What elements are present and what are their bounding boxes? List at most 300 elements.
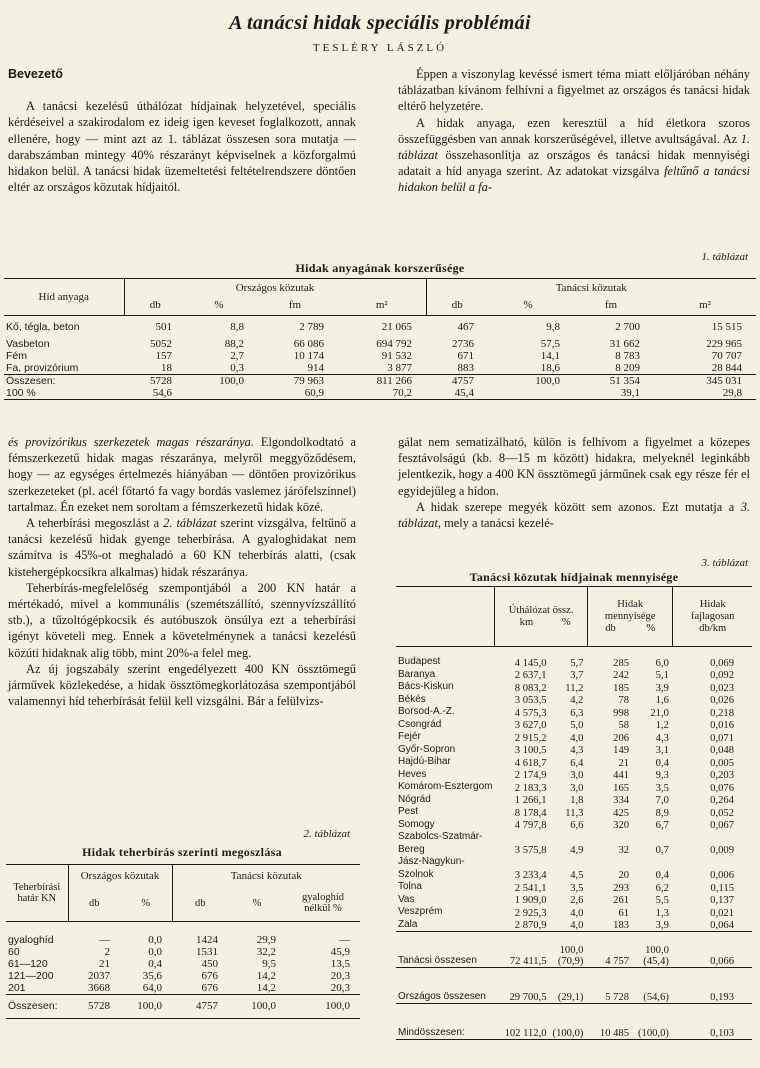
table-1-subheader: % xyxy=(523,299,533,312)
table-3-cell: 2 637,1 xyxy=(514,670,547,681)
table-3-row-label: Somogy xyxy=(398,818,435,830)
table-1-row-label: 100 % xyxy=(6,386,36,399)
table-3-cell: 334 xyxy=(613,795,630,806)
table-1-subheader: db xyxy=(426,296,488,316)
table-3-cell: 4,2 xyxy=(570,695,584,706)
table-3-cell: 8 083,2 xyxy=(514,682,547,694)
table-3-cell: 183 xyxy=(613,920,630,931)
table-1-cell: 66 086 xyxy=(293,337,324,350)
table-3-cell: 3 053,5 xyxy=(514,695,547,706)
table-1-cell: 18,6 xyxy=(540,361,560,374)
table-3-row-label: Borsod-A.-Z. xyxy=(398,706,455,717)
table-1-col-header: Híd anyaga xyxy=(4,279,124,316)
table-1-cell xyxy=(488,387,568,400)
table-3-cell: 0,023 xyxy=(710,682,734,694)
table-1-subheader: db xyxy=(124,296,186,316)
table-3-row-label: Nógrád xyxy=(398,793,431,805)
text-run: szerint vizsgálva, feltűnő a tanácsi kezelésű hidak gyenge teherbírása. A gyaloghidakat nem számítva is 45%-ot meghaladó a 60 KN teherbírás alatti, (csak kistehergépkocsikra alkalmas) hidak részaránya. xyxy=(8,516,356,579)
table-3-cell: 1 266,1 xyxy=(514,795,547,806)
table-3-cell: 29 700,5 xyxy=(509,992,547,1003)
table-3-cell: 4 575,3 xyxy=(514,707,547,719)
table-3-cell: 100,0 (45,4) xyxy=(643,945,669,967)
table-3-cell: 5,0 xyxy=(570,720,584,731)
table-3-cell: 998 xyxy=(613,707,630,719)
table-3-label-header xyxy=(396,587,495,647)
table-1-cell: 9,8 xyxy=(546,320,560,333)
text-run: A hidak anyaga, ezen keresztül a híd életkora szoros összefüggésben van annak korszerűségével, illetve avultságával. Az xyxy=(398,115,750,146)
table-3-cell: 72 411,5 xyxy=(509,956,547,967)
intro-right-paragraph-2 xyxy=(398,115,750,196)
body-paragraph xyxy=(8,515,356,580)
table-3-cell: 0,137 xyxy=(710,895,734,906)
body-paragraph: Teherbírás-megfelelőség szempontjából a 200 KN határ a mértékadó, mivel a kommunális (szemétszállító, szennyvízszállító stb.), a tűzoltógépkocsik és autóbuszok önsúlya ezt a teherbírási igényt követeli meg. Ennek a követelménynek a tanácsi kezelésű közúti hidaknak alig több, mint 20%-a felel meg. xyxy=(8,580,356,660)
body-paragraph: Az új jogszabály szerint engedélyezett 400 KN össztömegű járművek közlekedése, a hidak össztömegkorlátozása szempontjából valamennyi híd teherbírását felül kell vizsgálni. Bár a felülvizs- xyxy=(8,661,356,709)
table-1-cell: 2 700 xyxy=(615,320,640,333)
table-3-cell: 0,005 xyxy=(710,757,734,769)
table-3-cell: 9,3 xyxy=(655,770,669,781)
intro-paragraph: A tanácsi kezelésű úthálózat hídjainak helyzetével, speciális kérdéseivel a szakirodalom ez ideig igen keveset foglalkozott, annak ellenére, hogy — mint azt az 1. táblázat összesen sora mutatja — darabszámban mintegy 40% részarányt képviselnek a közforgalmú hidakon belül. A tanácsi hidak üzemeltetési feltételrendszere döntően eltér az országos közutak hídjaitól. xyxy=(8,99,356,195)
table-3-cell: 0,009 xyxy=(710,845,734,856)
text-run: összehasonlítja az országos és tanácsi hidak mennyiségi adatait a híd anyaga szerint. Az adatokat vizsgálva xyxy=(398,148,750,179)
table-3-row xyxy=(396,894,752,907)
table-1-cell: 2 789 xyxy=(299,320,324,333)
table-3-row xyxy=(396,769,752,782)
table-3-cell: 5,7 xyxy=(570,657,584,669)
table-1-cell: 883 xyxy=(457,361,474,374)
table-3-cell: 8 178,4 xyxy=(514,807,547,819)
table-1-cell: 671 xyxy=(457,349,474,362)
table-3-cell: 3,0 xyxy=(570,782,584,794)
table-1-row-label: Fém xyxy=(6,349,27,362)
text-run: A teherbírási megoszlást a xyxy=(26,516,164,531)
table-3-row-label: Pest xyxy=(398,806,419,817)
table-3-cell: 4,3 xyxy=(570,745,584,756)
table-3-cell: 78 xyxy=(618,695,630,706)
table-1-cell: 2736 xyxy=(452,337,474,350)
table-2-row xyxy=(6,922,360,946)
table-3-cell: 3 100,5 xyxy=(514,745,547,756)
table-3-cell: 2,6 xyxy=(570,895,584,906)
table-3-cell: 0,048 xyxy=(710,745,734,756)
table-2-subheader: db xyxy=(68,886,120,922)
table-1-cell: 10 174 xyxy=(293,349,324,362)
table-3-cell: 6,2 xyxy=(655,882,669,894)
table-3-cell: 1 909,0 xyxy=(514,895,547,906)
table-1-cell: 21 065 xyxy=(381,320,412,333)
table-2-cell: 13,5 xyxy=(330,957,350,970)
table-3-cell: 8,9 xyxy=(655,807,669,819)
table-3-cell: 102 112,0 xyxy=(504,1028,547,1039)
table-1-cell: 28 844 xyxy=(711,361,742,374)
table-1-subheader: fm xyxy=(604,299,618,312)
table-3-cell: 4,5 xyxy=(570,870,584,881)
table-1-number: 1. táblázat xyxy=(701,251,748,263)
text-run: Elgondolkodtató a fémszerkezetű hidak magas részaránya, melyről meggyőződésem, hogy — az egységes értelmezés hiányában — döntően provizórikus szerkezeteket (pl. acél főtartó fa vagy bordás vaslemez járófelszínnel) tartalmaz. Én ezeket nem soroltam a fémszerkezetű hidak közé. xyxy=(8,435,356,514)
table-3-cell-sub: (45,4) xyxy=(643,956,669,967)
table-1-cell: 914 xyxy=(307,361,324,374)
table-3-cell: 0,066 xyxy=(710,956,734,967)
table-3-cell: 1,3 xyxy=(655,907,669,919)
table-1-subheader: fm xyxy=(288,299,302,312)
table-3-cell: 320 xyxy=(613,820,630,831)
table-3-cell: 0,264 xyxy=(710,795,734,806)
table-1-row-label: Összesen: xyxy=(6,374,56,387)
table-3-cell: 100,0 (70,9) xyxy=(557,945,584,967)
table-3-cell: 5,5 xyxy=(655,895,669,906)
table-2-cell: 0,0 xyxy=(148,945,162,958)
table-1-cell: 345 031 xyxy=(706,374,742,387)
table-3-cell: 11,2 xyxy=(565,682,584,694)
table-1-group-header: Országos közutak xyxy=(124,279,426,296)
table-3-cell: 3,5 xyxy=(655,782,669,794)
table-3-cell: 0,067 xyxy=(710,820,734,831)
table-3-cell: 3,9 xyxy=(655,682,669,694)
table-1-cell: 3 877 xyxy=(387,361,412,374)
table-3-header-units xyxy=(497,617,585,629)
table-1-cell: 14,1 xyxy=(540,349,560,362)
table-3-row-label: Hajdú-Bihar xyxy=(398,756,451,767)
table-3-cell: 293 xyxy=(613,882,630,894)
table-2-cell: 676 xyxy=(201,981,218,994)
table-2-row-label: Összesen: xyxy=(8,1000,58,1012)
table-2-cell: 2037 xyxy=(88,969,110,982)
table-3-cell: 4 145,0 xyxy=(514,657,547,669)
table-1-cell: 157 xyxy=(155,349,172,362)
table-3-cell: 21 xyxy=(618,757,630,769)
table-2-cell: 4757 xyxy=(196,1000,218,1012)
table-3-cell: 2 541,1 xyxy=(514,882,547,894)
table-3-row-label: Tolna xyxy=(398,881,422,892)
table-3-cell: 3,0 xyxy=(570,770,584,781)
table-2-group-header: Országos közutak xyxy=(68,865,172,886)
body-paragraph: gálat nem sematizálható, külön is felhívom a figyelmet a közepes fesztávolságú (kb. 8—15 m között) hidakra, melyeknél leginkább jelentkezik, hogy a 400 KN össztömegű járműnek csak egy része fér el egyidejűleg a hídon. xyxy=(398,435,750,498)
table-1-cell: 31 662 xyxy=(609,337,640,350)
table-2-cell: 1424 xyxy=(196,933,218,946)
table-1-cell: 0,3 xyxy=(230,361,244,374)
table-3-bridges-header xyxy=(587,587,672,647)
table-3-cell: 0,103 xyxy=(710,1028,734,1039)
table-3-cell: 0,006 xyxy=(710,870,734,881)
table-3-cell: 58 xyxy=(618,720,630,731)
table-1-cell: 45,4 xyxy=(454,386,474,399)
table-3-cell: (29,1) xyxy=(557,992,584,1003)
table-1-cell: 39,1 xyxy=(620,386,640,399)
table-3-row-label: Budapest xyxy=(398,656,441,667)
table-3-row-label: Bács-Kiskun xyxy=(398,681,454,692)
table-3-cell: 6,6 xyxy=(570,820,584,831)
table-1-cell: 811 266 xyxy=(376,374,412,387)
table-3-row-label: Szabolcs-Szatmár-Bereg xyxy=(398,831,483,855)
table-3-cell: 1,2 xyxy=(655,720,669,731)
table-2-row xyxy=(6,970,360,982)
table-3-cell: 261 xyxy=(613,895,630,906)
table-3-cell: 32 xyxy=(618,845,630,856)
emphasis-text: és provizórikus szerkezetek magas részaránya. xyxy=(8,435,254,449)
table-3-row xyxy=(396,856,752,881)
table-3-row xyxy=(396,719,752,732)
table-2-row xyxy=(6,982,360,995)
emphasis-text: feltűnő a tanácsi hidakon belül a fa- xyxy=(398,164,750,195)
table-3-row xyxy=(396,681,752,694)
table-3-row-label: Országos összesen xyxy=(398,990,486,1002)
table-1-row-label: Vasbeton xyxy=(6,337,50,350)
table-2-subheader: db xyxy=(172,886,228,922)
table-1-cell: 5728 xyxy=(150,374,172,387)
table-3-cell: 2 183,3 xyxy=(514,782,547,794)
table-3-cell: 185 xyxy=(613,682,630,694)
table-3-cell: 0,071 xyxy=(710,732,734,744)
table-3-row xyxy=(396,731,752,744)
table-3-specific-header: Hidak fajlagosan db/km xyxy=(673,587,752,647)
table-2-number: 2. táblázat xyxy=(303,828,350,840)
table-3 xyxy=(396,586,752,1040)
table-3-cell: 3,5 xyxy=(570,882,584,894)
body-paragraph xyxy=(398,499,750,531)
table-3-row-label: Heves xyxy=(398,768,427,780)
table-1-row-label: Fa, provizórium xyxy=(6,361,79,374)
table-2-cell: 32,2 xyxy=(256,945,276,958)
table-3-cell: 0,7 xyxy=(655,845,669,856)
table-3-header-units xyxy=(590,623,670,635)
table-3-row-label: Csongrád xyxy=(398,718,442,730)
table-3-cell: 6,7 xyxy=(655,820,669,831)
table-3-cell: 4 757 xyxy=(605,956,630,967)
table-3-cell: 1,8 xyxy=(570,795,584,806)
table-reference: 1. táblázat xyxy=(398,131,750,163)
table-1-cell: 57,5 xyxy=(540,337,560,350)
table-3-cell: 0,021 xyxy=(710,907,734,919)
table-2-cell: 450 xyxy=(201,957,218,970)
table-1-cell: 88,2 xyxy=(224,337,244,350)
table-reference: 3. táblázat, xyxy=(398,499,750,531)
table-3-cell: 206 xyxy=(613,732,630,744)
table-3-row-label: Mindösszesen: xyxy=(398,1026,465,1038)
table-2-total-row xyxy=(6,994,360,1018)
table-reference: 2. táblázat xyxy=(163,516,217,531)
table-2-cell: 100,0 xyxy=(137,1000,162,1012)
table-3-row-label: Veszprém xyxy=(398,906,443,917)
table-2-cell: 29,9 xyxy=(256,933,276,946)
table-1-cell: 694 792 xyxy=(376,337,412,350)
table-3-cell: 165 xyxy=(613,782,630,794)
table-3-cell: 7,0 xyxy=(655,795,669,806)
table-3-row-label: Győr-Sopron xyxy=(398,743,456,755)
table-3-row xyxy=(396,756,752,769)
table-2-row-label: 121—200 xyxy=(8,969,54,982)
table-3-row xyxy=(396,906,752,919)
table-3-header-text: % xyxy=(561,616,571,628)
table-3-cell: 6,0 xyxy=(655,657,669,669)
table-2-cell: 676 xyxy=(201,969,218,982)
table-3-cell: 1,6 xyxy=(655,695,669,706)
body-paragraph xyxy=(8,434,356,515)
table-2-cell: 1531 xyxy=(196,945,218,958)
table-3-cell: 10 485 xyxy=(599,1028,630,1039)
table-3-cell: (54,6) xyxy=(643,992,669,1003)
table-3-title: Tanácsi közutak hídjainak mennyisége xyxy=(469,570,679,584)
table-3-cell: 2 174,9 xyxy=(514,770,547,781)
table-3-cell: 2 925,3 xyxy=(514,907,547,919)
table-1-cell: 2,7 xyxy=(230,349,244,362)
table-2-title: Hidak teherbírás szerinti megoszlása xyxy=(82,845,282,859)
table-3-cell: 0,016 xyxy=(710,720,734,731)
table-2-subheader: % xyxy=(252,897,262,909)
table-3-header-text: Úthálózat össz. xyxy=(508,604,574,616)
table-3-header-text: Hidak mennyisége xyxy=(604,598,656,622)
table-2-cell: 0,0 xyxy=(148,933,162,946)
table-1-cell: 15 515 xyxy=(711,320,742,333)
table-3-cell: 0,026 xyxy=(710,695,734,706)
table-1-group-header: Tanácsi közutak xyxy=(426,279,756,296)
table-3-cell: 3 575,8 xyxy=(514,845,547,856)
table-3-cell: 4,0 xyxy=(570,920,584,931)
section-heading: Bevezető xyxy=(8,67,63,81)
table-1-cell: 501 xyxy=(155,320,172,333)
intro-left-column xyxy=(8,66,356,195)
text-run: A hidak szerepe megyék között sem azonos. Ezt mutatja a xyxy=(416,499,741,514)
table-1-cell: 100,0 xyxy=(219,374,244,387)
table-3-header-text: % xyxy=(646,622,656,634)
table-1-cell: 5052 xyxy=(150,337,172,350)
table-1-row xyxy=(4,338,756,350)
table-2-row xyxy=(6,958,360,970)
article-title: A tanácsi hidak speciális problémái xyxy=(229,12,531,34)
table-3-cell: 3,7 xyxy=(570,670,584,681)
table-1-row-label: Kő, tégla, beton xyxy=(6,320,80,333)
table-3-row xyxy=(396,806,752,819)
table-3-cell: 3 233,4 xyxy=(514,870,547,881)
table-3-cell: (100,0) xyxy=(638,1028,669,1039)
table-1-title: Hidak anyagának korszerűsége xyxy=(295,261,465,275)
table-2-cell: 14,2 xyxy=(256,969,276,982)
table-1-percent-row xyxy=(4,387,756,400)
table-3-summary-row xyxy=(396,968,752,1004)
table-3-cell: 0,203 xyxy=(710,770,734,781)
table-3-header-text: db xyxy=(605,622,616,634)
table-2-cell: — xyxy=(339,933,350,946)
table-3-row xyxy=(396,706,752,719)
table-3-cell: 149 xyxy=(613,745,630,756)
table-3-cell: 0,069 xyxy=(710,657,734,669)
table-3-cell: 4,0 xyxy=(570,907,584,919)
table-2 xyxy=(6,864,360,1019)
table-3-cell: 2 870,9 xyxy=(514,920,547,931)
table-2-cell: 100,0 xyxy=(325,1000,350,1012)
table-1-row xyxy=(4,362,756,375)
table-1-cell: 29,8 xyxy=(722,386,742,399)
table-3-cell: 6,4 xyxy=(570,757,584,769)
table-1-cell: 229 965 xyxy=(706,337,742,350)
table-3-row-label: Baranya xyxy=(398,668,436,680)
table-3-cell: 11,3 xyxy=(565,807,584,819)
table-3-cell: 3,9 xyxy=(655,920,669,931)
table-2-cell: 20,3 xyxy=(330,969,350,982)
table-1-row xyxy=(4,350,756,362)
table-2-row-label: 60 xyxy=(8,945,20,958)
table-3-cell: 3,1 xyxy=(655,745,669,756)
table-3-cell: (100,0) xyxy=(552,1028,584,1039)
table-2-cell: — xyxy=(99,933,110,946)
table-2-cell: 64,0 xyxy=(142,981,162,994)
table-2-subheader: gyaloghíd nélkül % xyxy=(302,892,344,915)
table-3-cell: 0,064 xyxy=(710,920,734,931)
table-1-total-row xyxy=(4,374,756,387)
table-3-cell: 0,052 xyxy=(710,807,734,819)
table-3-row-label: Vas xyxy=(398,893,415,905)
table-3-cell: 425 xyxy=(613,807,630,819)
table-3-cell: 0,4 xyxy=(655,870,669,881)
table-3-row xyxy=(396,694,752,707)
table-3-cell: 4,0 xyxy=(570,732,584,744)
table-3-header-text: km xyxy=(519,616,534,628)
table-3-cell: 5,1 xyxy=(655,670,669,681)
table-1-cell: 70 707 xyxy=(711,349,742,362)
table-3-row-label: Tanácsi összesen xyxy=(398,954,477,966)
table-3-summary-row xyxy=(396,1004,752,1040)
table-1-subheader: m² xyxy=(699,299,711,312)
table-3-cell: 4 618,7 xyxy=(514,757,547,769)
table-1-cell: 4757 xyxy=(452,374,474,387)
table-1-cell: 8 209 xyxy=(615,361,640,374)
table-3-row-label: Jász-Nagykun-Szolnok xyxy=(398,856,465,880)
table-3-cell: 4,3 xyxy=(655,732,669,744)
table-1-row xyxy=(4,316,756,338)
table-3-summary-row xyxy=(396,932,752,968)
table-3-cell: 61 xyxy=(618,907,630,919)
table-3-row xyxy=(396,819,752,832)
table-2-cell: 14,2 xyxy=(256,981,276,994)
table-2-cell: 45,9 xyxy=(330,945,350,958)
table-3-cell: 5 728 xyxy=(605,992,630,1003)
table-3-cell: 4,9 xyxy=(570,845,584,856)
table-3-row-label: Fejér xyxy=(398,731,421,742)
table-1-cell: 79 963 xyxy=(293,374,324,387)
table-1-cell xyxy=(186,387,252,400)
table-2-row-label: gyaloghíd xyxy=(8,933,54,946)
table-1-cell: 70,2 xyxy=(392,386,412,399)
table-1-subheader: % xyxy=(214,299,224,312)
table-3-number: 3. táblázat xyxy=(701,557,748,569)
intro-right-column xyxy=(398,66,750,196)
table-1-cell: 8,8 xyxy=(230,320,244,333)
table-3-cell: 21,0 xyxy=(650,707,669,719)
table-2-row-label: 61—120 xyxy=(8,957,48,970)
table-2-subheader: % xyxy=(141,897,151,909)
table-2-col-header: Teherbírási határ KN xyxy=(6,865,68,922)
text-run: mely a tanácsi kezelé- xyxy=(441,516,554,531)
table-3-row xyxy=(396,781,752,794)
table-3-row xyxy=(396,881,752,894)
table-3-cell: 441 xyxy=(613,770,630,781)
table-3-cell: 0,092 xyxy=(710,670,734,681)
table-1 xyxy=(4,278,756,400)
body-left-column xyxy=(8,434,356,709)
table-3-cell: 0,4 xyxy=(655,757,669,769)
table-3-cell: 242 xyxy=(613,670,630,681)
table-1-subheader: m² xyxy=(375,299,388,312)
author-name: TESLÉRY LÁSZLÓ xyxy=(312,42,448,54)
table-1-cell: 8 783 xyxy=(615,349,640,362)
table-3-cell: 2 915,2 xyxy=(514,732,547,744)
table-3-cell-sub: (70,9) xyxy=(557,956,584,967)
table-1-cell: 467 xyxy=(457,320,474,333)
table-3-cell: 0,193 xyxy=(710,992,734,1003)
table-2-cell: 35,6 xyxy=(142,969,162,982)
table-2-row-label: 201 xyxy=(8,981,26,994)
table-1-cell: 91 532 xyxy=(381,349,412,362)
table-2-cell: 9,5 xyxy=(262,957,276,970)
table-2-cell: 5728 xyxy=(88,1000,110,1012)
